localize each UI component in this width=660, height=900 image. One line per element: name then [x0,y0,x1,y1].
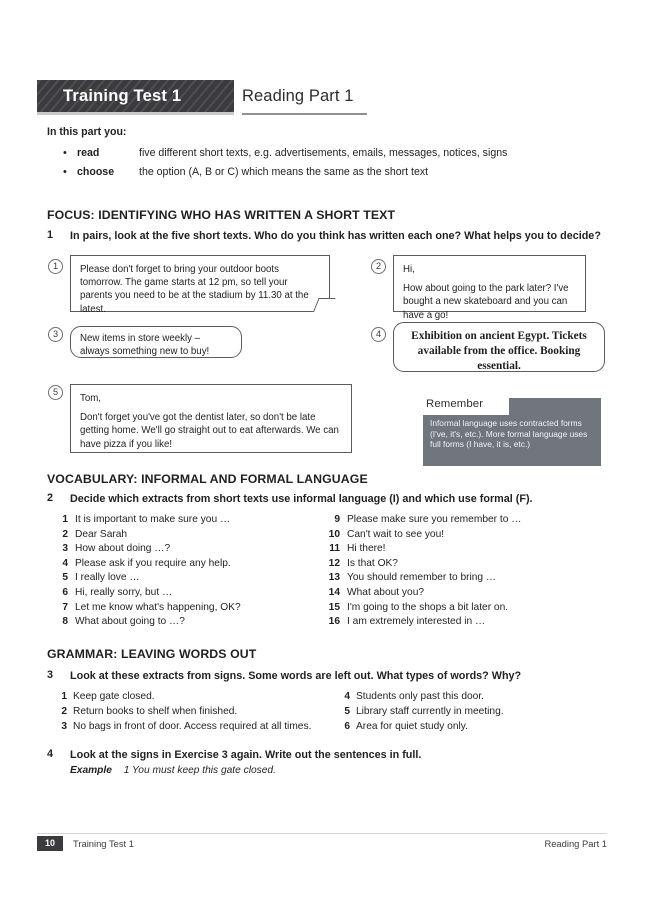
example-text: 1 You must keep this gate closed. [123,765,276,776]
list-item-text: It is important to make sure you … [75,514,231,525]
list-item-number: 14 [328,586,340,598]
list-item [55,513,335,528]
list-item-text: Students only past this door. [356,691,484,702]
list-item [327,528,617,543]
short-text-1-body: Please don't forget to bring your outdoor boots tomorrow. The game starts at 12 pm, so tell your parents you need to be at the stadium by 11.30 at the latest. [80,264,309,315]
bullet-term: read [77,147,100,159]
list-item-number: 15 [328,601,340,613]
list-item-text: I really love … [75,572,140,584]
text-marker-1: 1 [48,259,63,274]
footer-right-label: Reading Part 1 [544,838,607,849]
list-item-number: 3 [62,543,68,555]
intro-heading: In this part you: [47,126,127,138]
footer-divider [37,833,607,834]
list-item-number: 13 [328,572,340,584]
list-item-number: 2 [62,528,68,540]
list-item [327,542,617,557]
list-item-text: How about doing …? [75,543,171,555]
short-text-4-body: Exhibition on ancient Egypt. Tickets available from the office. Booking essential. [411,330,587,372]
list-item-text: Please make sure you remember to … [347,514,522,525]
footer-left-label: Training Test 1 [73,838,134,849]
banner-label: Training Test 1 [63,86,182,105]
list-item [63,146,563,160]
list-item-text: Is that OK? [347,557,398,569]
bullet-term: choose [77,166,115,178]
list-item [55,528,335,543]
list-item-text: No bags in front of door. Access required at all times. [73,720,312,732]
exercise-4-number: 4 [47,748,54,760]
list-item [55,690,345,705]
bullet-definition: the option (A, B or C) which means the same as the short text [139,166,429,178]
list-item [327,571,617,586]
list-item-text: Let me know what's happening, OK? [75,601,241,613]
list-item-text: Area for quiet study only. [356,720,468,732]
short-text-5 [70,384,352,453]
list-item [55,571,335,586]
training-test-banner [37,80,234,112]
short-text-2-salutation: Hi, [403,264,415,275]
example-label: Example [70,765,112,776]
short-text-2 [393,255,586,321]
folded-corner-icon [313,298,336,312]
list-item [327,601,617,616]
signs-list-right [338,690,618,734]
exercise-3-number: 3 [47,669,54,681]
text-marker-4: 4 [371,327,386,342]
bullet-dot-icon: • [63,166,67,178]
list-item-number: 4 [62,557,68,569]
list-item [327,586,617,601]
list-item-number: 6 [62,586,68,598]
list-item-text: Please ask if you require any help. [75,557,231,569]
list-item-text: Library staff currently in meeting. [356,705,504,717]
list-item-number: 1 [61,691,67,702]
page-title-underline [242,113,367,115]
grammar-section-heading: GRAMMAR: LEAVING WORDS OUT [47,647,257,661]
list-item-text: What about going to …? [75,616,185,628]
list-item [55,601,335,616]
list-item [63,165,563,179]
short-text-3-body: New items in store weekly – always something new to buy! [80,333,210,358]
list-item-number: 16 [328,616,340,628]
list-item-number: 2 [61,705,67,717]
page-title: Reading Part 1 [242,86,354,105]
list-item-number: 12 [328,557,340,569]
short-text-5-salutation: Tom, [80,393,101,404]
list-item [55,705,345,720]
list-item [55,586,335,601]
exercise-2-number: 2 [47,492,54,504]
list-item-text: You should remember to bring … [347,572,497,584]
line-gap [403,276,576,282]
short-text-2-body: How about going to the park later? I've bought a new skateboard and you can have a go! [403,283,569,321]
remember-title: Remember [426,398,484,410]
list-item-text: Keep gate closed. [73,691,155,702]
example-line [70,764,276,778]
list-item [338,705,618,720]
exercise-4-instruction: Look at the signs in Exercise 3 again. Write out the sentences in full. [70,749,422,761]
banner-shadow [37,112,234,115]
list-item [327,557,617,572]
list-item-number: 1 [62,514,68,525]
list-item [338,690,618,705]
short-text-4 [393,322,605,372]
signs-list-left [55,690,345,734]
list-item-number: 8 [62,616,68,628]
list-item-number: 4 [344,691,350,702]
list-item-text: I am extremely interested in … [347,616,486,628]
bullet-definition: five different short texts, e.g. advertisements, emails, messages, notices, signs [139,147,508,159]
list-item [327,513,617,528]
short-text-5-body: Don't forget you've got the dentist later, so don't be late getting home. We'll go straight out to eat afterwards. We can have pizza if you like! [80,412,339,450]
list-item [55,615,335,630]
focus-section-heading: FOCUS: IDENTIFYING WHO HAS WRITTEN A SHORT TEXT [47,208,396,222]
list-item-number: 10 [328,528,340,540]
list-item-text: Can't wait to see you! [347,528,445,540]
vocabulary-list-left [55,513,335,630]
list-item-number: 9 [334,514,340,525]
list-item-number: 5 [62,572,68,584]
text-marker-2: 2 [371,259,386,274]
list-item-number: 6 [344,720,350,732]
list-item [338,720,618,735]
exercise-3-instruction: Look at these extracts from signs. Some words are left out. What types of words? Why? [70,670,522,682]
text-marker-5: 5 [48,385,63,400]
exercise-1-instruction: In pairs, look at the five short texts. Who do you think has written each one? What helps you to decide? [70,230,601,242]
remember-text: Informal language uses contracted forms (I've, it's, etc.). More formal language uses full forms (I have, it is, etc.) [430,418,588,450]
list-item [55,720,345,735]
exercise-1-number: 1 [47,229,54,241]
list-item-text: Dear Sarah [75,528,128,540]
text-marker-3: 3 [48,327,63,342]
vocabulary-section-heading: VOCABULARY: INFORMAL AND FORMAL LANGUAGE [47,472,368,486]
list-item [55,557,335,572]
list-item [327,615,617,630]
vocabulary-list-right [327,513,617,630]
list-item-text: Return books to shelf when finished. [73,705,238,717]
page-header [37,80,607,114]
short-text-3 [70,326,242,358]
list-item-number: 7 [62,601,68,613]
list-item-number: 5 [344,705,350,717]
exercise-2-instruction: Decide which extracts from short texts use informal language (I) and which use formal (F). [70,493,533,505]
bullet-dot-icon: • [63,147,67,159]
line-gap [80,405,342,411]
intro-bullet-list [63,146,563,184]
list-item-text: Hi, really sorry, but … [75,586,173,598]
short-text-1 [70,255,330,315]
list-item-text: What about you? [347,586,425,598]
list-item-number: 11 [329,543,340,555]
list-item-number: 3 [61,720,67,732]
remember-panel [423,398,601,466]
list-item-text: Hi there! [347,543,386,555]
list-item-text: I'm going to the shops a bit later on. [347,601,509,613]
page-number-badge: 10 [37,836,63,851]
list-item [55,542,335,557]
